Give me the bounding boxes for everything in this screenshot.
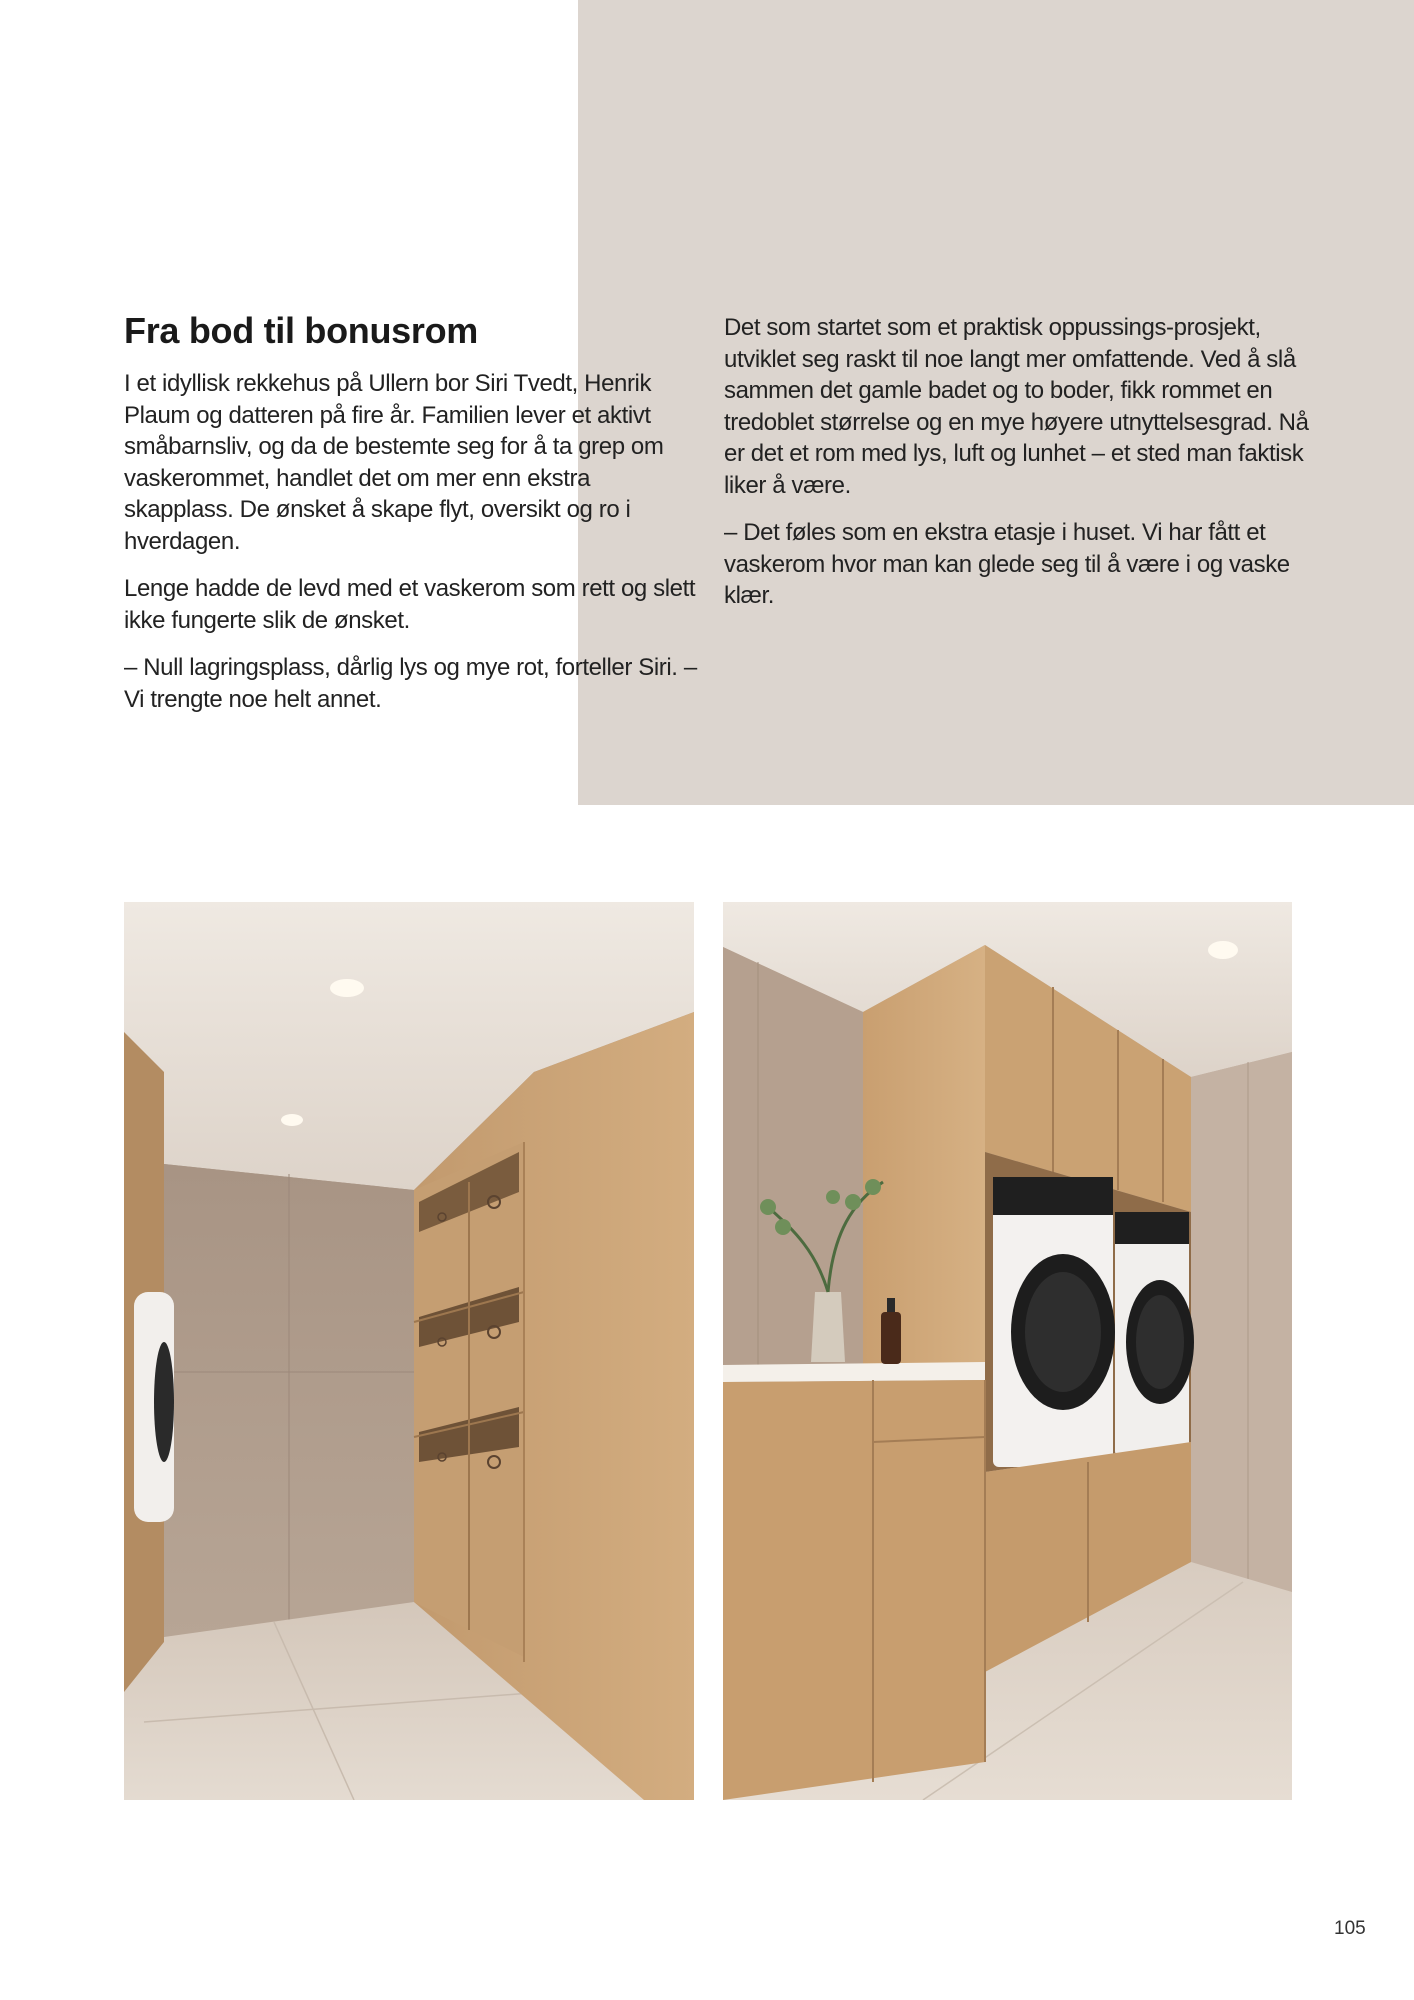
paragraph: – Null lagringsplass, dårlig lys og mye rot, forteller Siri. – Vi trengte noe helt annet.	[124, 654, 697, 713]
article-title: Fra bod til bonusrom	[124, 310, 478, 351]
laundry-cabinets-illustration	[124, 902, 694, 1800]
paragraph: – Det føles som en ekstra etasje i huset. Vi har fått et vaskerom hvor man kan glede seg til å være i og vaske klær.	[724, 519, 1290, 609]
laundry-room-photo-right	[723, 902, 1292, 1800]
left-text-column	[124, 368, 699, 731]
page-number: 105	[1334, 1918, 1366, 1939]
right-text-column	[724, 312, 1319, 628]
laundry-room-photo-left	[124, 902, 694, 1800]
paragraph: Lenge hadde de levd med et vaskerom som rett og slett ikke fungerte slik de ønsket.	[124, 575, 696, 634]
paragraph: Det som startet som et praktisk oppussings-prosjekt, utviklet seg raskt til noe langt mer omfattende. Ved å slå sammen det gamle badet og to boder, fikk rommet en tredoblet størrelse og en mye høyere utnyttelsesgrad. Nå er det et rom med lys, luft og lunhet – et sted man faktisk liker å være.	[724, 314, 1309, 499]
paragraph: I et idyllisk rekkehus på Ullern bor Siri Tvedt, Henrik Plaum og datteren på fire år. Familien lever et aktivt småbarnsliv, og da de bestemte seg for å ta grep om vaskerommet, handlet det om mer enn ekstra skapplass. De ønsket å skape flyt, oversikt og ro i hverdagen.	[124, 370, 664, 555]
washer-dryer-illustration	[723, 902, 1292, 1800]
